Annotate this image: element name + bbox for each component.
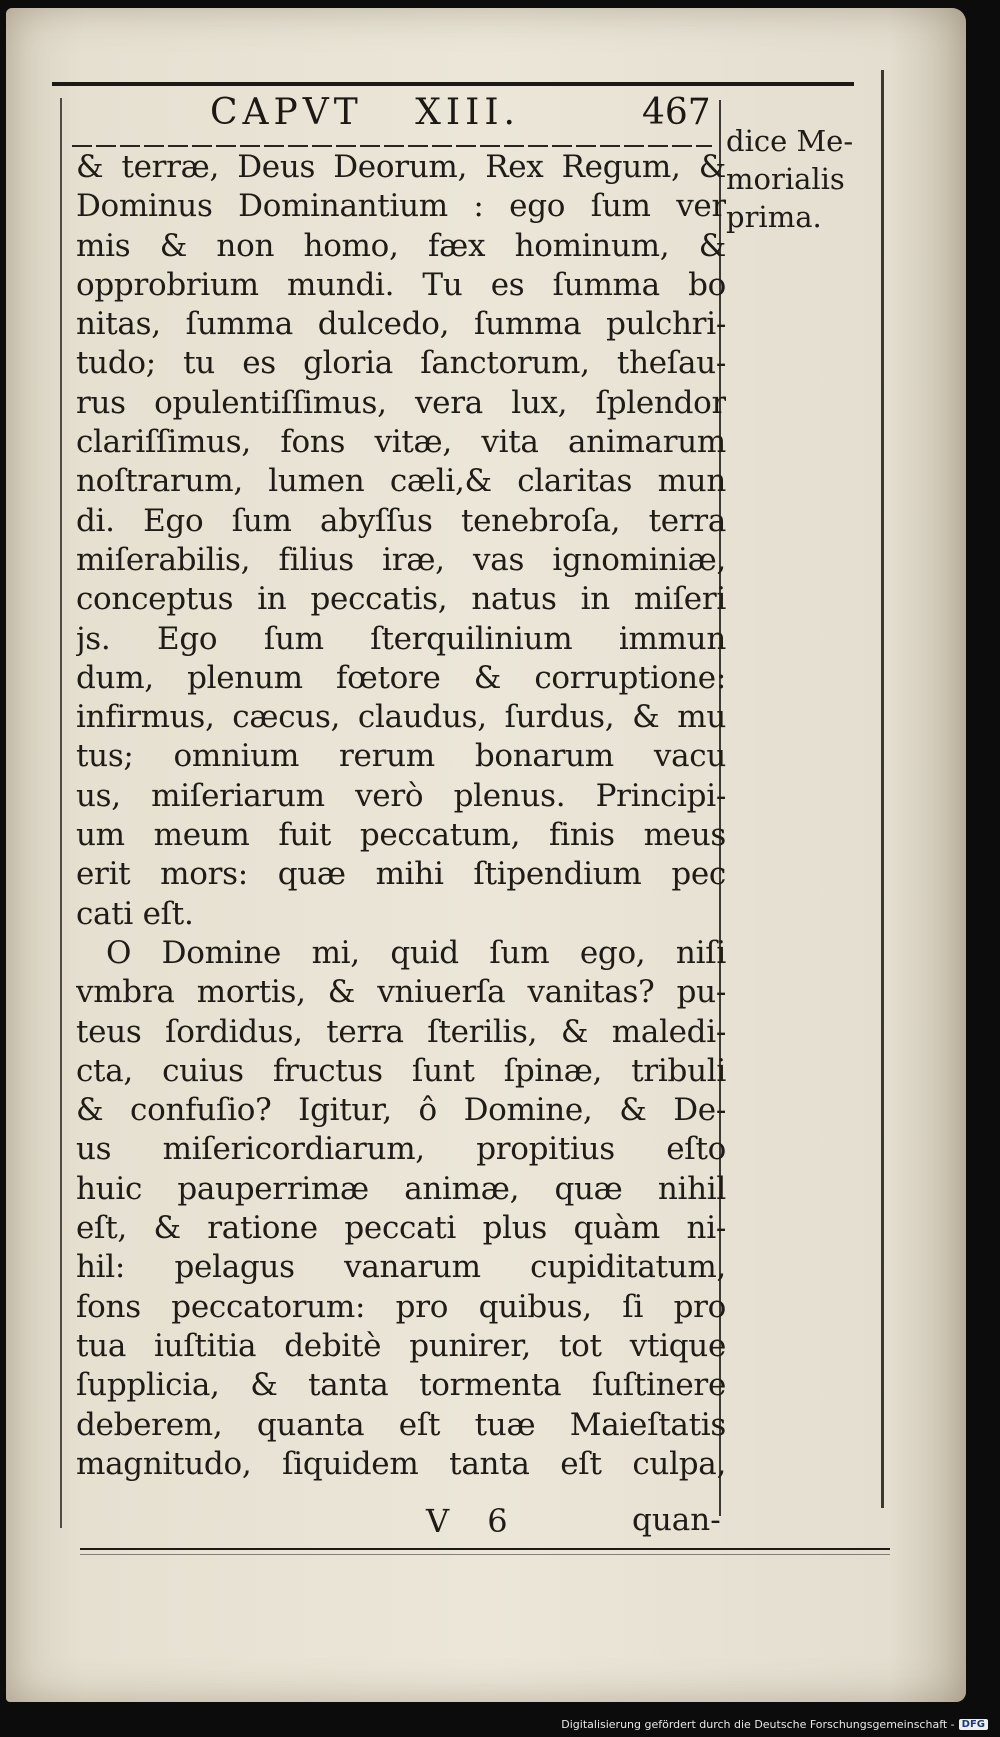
text-line: js. Ego ſum ſterquilinium immun: [76, 620, 726, 657]
text-line: deberem, quanta eſt tuæ Maieſtatis: [76, 1406, 726, 1443]
text-line: ſupplicia, & tanta tormenta ſuſtinere: [76, 1367, 726, 1404]
text-line: miſerabilis, filius iræ, vas ignominiæ,: [76, 541, 726, 578]
page-number: 467: [642, 92, 711, 133]
text-line: eſt, & ratione peccati plus quàm ni-: [76, 1210, 726, 1247]
text-line: nitas, ſumma dulcedo, ſumma pulchri-: [76, 306, 726, 343]
text-line: tua iuſtitia debitè punirer, tot vtique: [76, 1327, 726, 1364]
text-line: dum, plenum fœtore & corruptione:: [76, 659, 726, 696]
text-line: & confuſio? Igitur, ô Domine, & De-: [76, 1092, 726, 1129]
text-line: tudo; tu es gloria ſanctorum, theſau-: [76, 345, 726, 382]
catchword: quan-: [632, 1502, 721, 1538]
text-line: noſtrarum, lumen cæli,& claritas mun: [76, 463, 726, 500]
text-line: us, miſeriarum verò plenus. Principi-: [76, 777, 726, 814]
margin-note-line: prima.: [726, 200, 822, 234]
dfg-logo: DFG: [959, 1719, 988, 1730]
text-line: teus ſordidus, terra ſterilis, & maledi-: [76, 1013, 726, 1050]
text-line: erit mors: quæ mihi ſtipendium pec: [76, 856, 726, 893]
text-line: vmbra mortis, & vniuerſa vanitas? pu-: [76, 974, 726, 1011]
outer-rule: [881, 70, 884, 1508]
text-line: huic pauperrimæ animæ, quæ nihil: [76, 1170, 726, 1207]
text-line: di. Ego ſum abyſſus tenebroſa, terra: [76, 502, 726, 539]
text-line: um meum fuit peccatum, finis meus: [76, 817, 726, 854]
book-page: [6, 8, 966, 1702]
text-line: infirmus, cæcus, claudus, ſurdus, & mu: [76, 699, 726, 736]
text-line: clariſſimus, fons vitæ, vita animarum: [76, 424, 726, 461]
paragraph-end-line: cati eſt.: [76, 895, 194, 932]
credit-text: Digitalisierung gefördert durch die Deutsche Forschungsgemeinschaft -: [561, 1718, 955, 1731]
text-line: opprobrium mundi. Tu es ſumma bo: [76, 266, 726, 303]
text-line: mis & non homo, fæx hominum, &: [76, 227, 726, 264]
margin-note-line: dice Me-: [726, 124, 854, 158]
running-head: [210, 92, 520, 133]
text-line: conceptus in peccatis, natus in miſeri: [76, 581, 726, 618]
running-head-word: XIII.: [415, 92, 520, 133]
margin-note-line: morialis: [726, 162, 845, 196]
text-line: hil: pelagus vanarum cupiditatum,: [76, 1249, 726, 1286]
text-line: cta, cuius fructus ſunt ſpinæ, tribuli: [76, 1052, 726, 1089]
body-text: [76, 148, 726, 1484]
text-line: Dominus Dominantium : ego ſum ver: [76, 188, 726, 225]
signature-mark: V 6: [426, 1502, 522, 1540]
text-line: tus; omnium rerum bonarum vacu: [76, 738, 726, 775]
running-head-word: CAPVT: [210, 92, 363, 133]
margin-note: [726, 122, 866, 236]
text-line: fons peccatorum: pro quibus, ſi pro: [76, 1288, 726, 1325]
text-line: & terræ, Deus Deorum, Rex Regum, &: [76, 149, 726, 185]
bottom-rule-secondary: [80, 1554, 890, 1555]
paragraph-start-line: O Domine mi, quid ſum ego, niſi: [106, 934, 726, 971]
text-line: us miſericordiarum, propitius eſto: [76, 1131, 726, 1168]
bottom-rule: [80, 1548, 890, 1550]
left-rule: [60, 98, 62, 1528]
top-rule: [52, 82, 854, 86]
digitization-credit: [561, 1718, 988, 1731]
header-rule: [72, 145, 712, 147]
text-line: magnitudo, ſiquidem tanta eſt culpa,: [76, 1445, 726, 1482]
text-line: rus opulentiſſimus, vera lux, ſplendor: [76, 384, 726, 421]
